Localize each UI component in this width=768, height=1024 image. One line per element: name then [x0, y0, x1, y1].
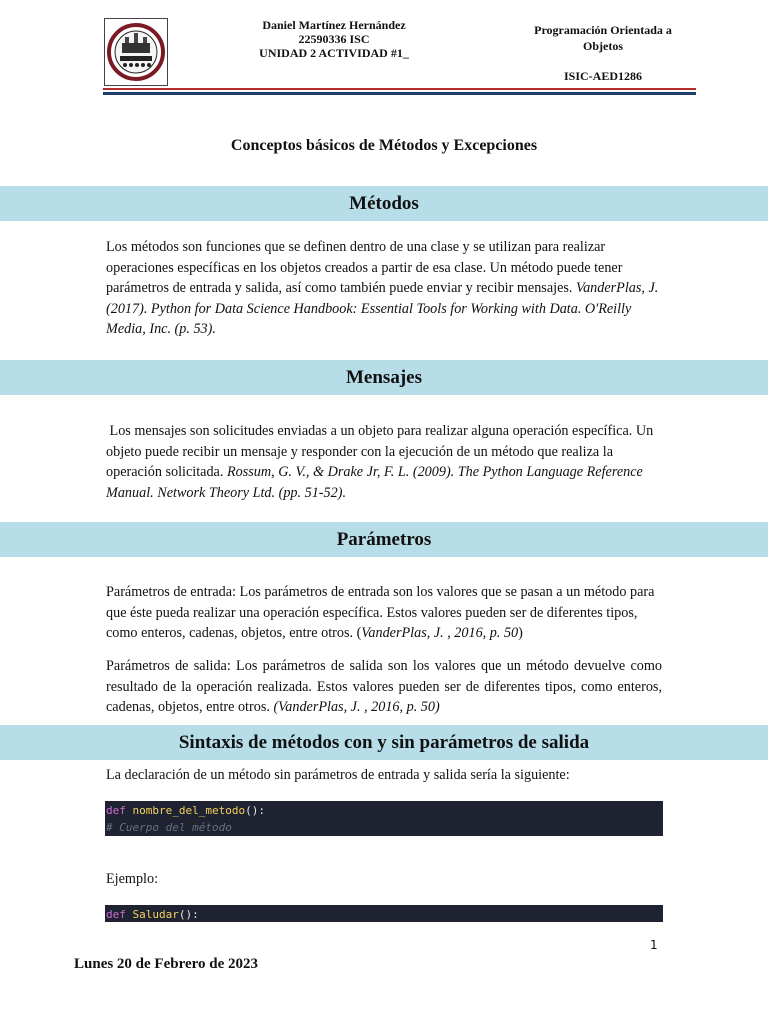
- header-student-info: [200, 18, 468, 60]
- document-title: Conceptos básicos de Métodos y Excepciones: [230, 137, 538, 154]
- header-course-info: [520, 22, 686, 84]
- citation: VanderPlas, J. (2017). Python for Data Science Handbook: Essential Tools for Working with Data. O'Reilly Media, Inc. (p. 53).: [106, 280, 659, 337]
- code-block-definition: [105, 801, 663, 836]
- code-keyword: def: [106, 804, 126, 817]
- code-function-name: Saludar: [132, 908, 179, 921]
- code-punctuation: ():: [245, 804, 265, 817]
- paragraph-parametros-entrada: [106, 582, 662, 644]
- university-logo: [104, 18, 168, 86]
- section-heading-metodos: Métodos: [0, 186, 768, 221]
- header-rule-red: [103, 88, 696, 90]
- footer-date: Lunes 20 de Febrero de 2023: [74, 956, 259, 972]
- paragraph-metodos: [106, 237, 662, 340]
- paragraph-text: Los mensajes son solicitudes enviadas a un objeto para realizar alguna operación específica. Un objeto puede recibir un mensaje y responder con la ejecución de un método que realiza la operación solicitada.: [106, 423, 657, 480]
- course-name: Programación Orientada a Objetos: [534, 23, 672, 53]
- author-name: Daniel Martínez Hernández: [262, 18, 406, 32]
- course-code: ISIC-AED1286: [563, 69, 642, 83]
- student-id: 22590336 ISC: [298, 32, 370, 46]
- paragraph-text: Parámetros de entrada: Los parámetros de entrada son los valores que se pasan a un método para que éste pueda realizar una operación específica. Estos valores pueden ser de diferentes tipos, como enteros, cadenas, objetos, entre otros. (: [106, 584, 655, 641]
- header-rule-navy: [103, 92, 696, 95]
- code-keyword: def: [106, 908, 126, 921]
- paragraph-text: Los métodos son funciones que se definen dentro de una clase y se utilizan para realizar operaciones específicas en los objetos creados a partir de esa clase. Un método puede tener parámetros de entrada y salida, así como también puede enviar y recibir mensajes.: [106, 239, 623, 296]
- paragraph-mensajes: [106, 421, 662, 503]
- code-line: [106, 802, 663, 819]
- code-comment: # Cuerpo del método: [106, 821, 232, 834]
- section-heading-parametros: Parámetros: [0, 522, 768, 557]
- example-label: Ejemplo:: [106, 871, 159, 887]
- section-heading-mensajes: Mensajes: [0, 360, 768, 395]
- code-function-name: nombre_del_metodo: [132, 804, 246, 817]
- code-block-example: [105, 905, 663, 922]
- paragraph-parametros-salida: [106, 656, 662, 718]
- citation: Rossum, G. V., & Drake Jr, F. L. (2009). The Python Language Reference Manual. Network Theory Ltd. (pp. 51-52).: [106, 464, 647, 501]
- sintaxis-intro: La declaración de un método sin parámetros de entrada y salida sería la siguiente:: [106, 767, 570, 783]
- paragraph-text: Parámetros de salida: Los parámetros de salida son los valores que un método devuelve como resultado de la operación realizada. Estos valores pueden ser de diferentes tipos, como enteros, cadenas, objetos, entre otros.: [106, 658, 662, 715]
- citation: (VanderPlas, J. , 2016, p. 50): [273, 699, 440, 715]
- citation-close: ): [518, 625, 523, 641]
- section-heading-sintaxis: Sintaxis de métodos con y sin parámetros de salida: [0, 725, 768, 760]
- code-line: [106, 906, 663, 923]
- citation: VanderPlas, J. , 2016, p. 50: [361, 625, 519, 641]
- university-seal-icon: [107, 21, 165, 83]
- code-punctuation: ():: [178, 908, 199, 921]
- page-number: 1: [650, 938, 658, 952]
- activity-label: UNIDAD 2 ACTIVIDAD #1_: [259, 46, 409, 60]
